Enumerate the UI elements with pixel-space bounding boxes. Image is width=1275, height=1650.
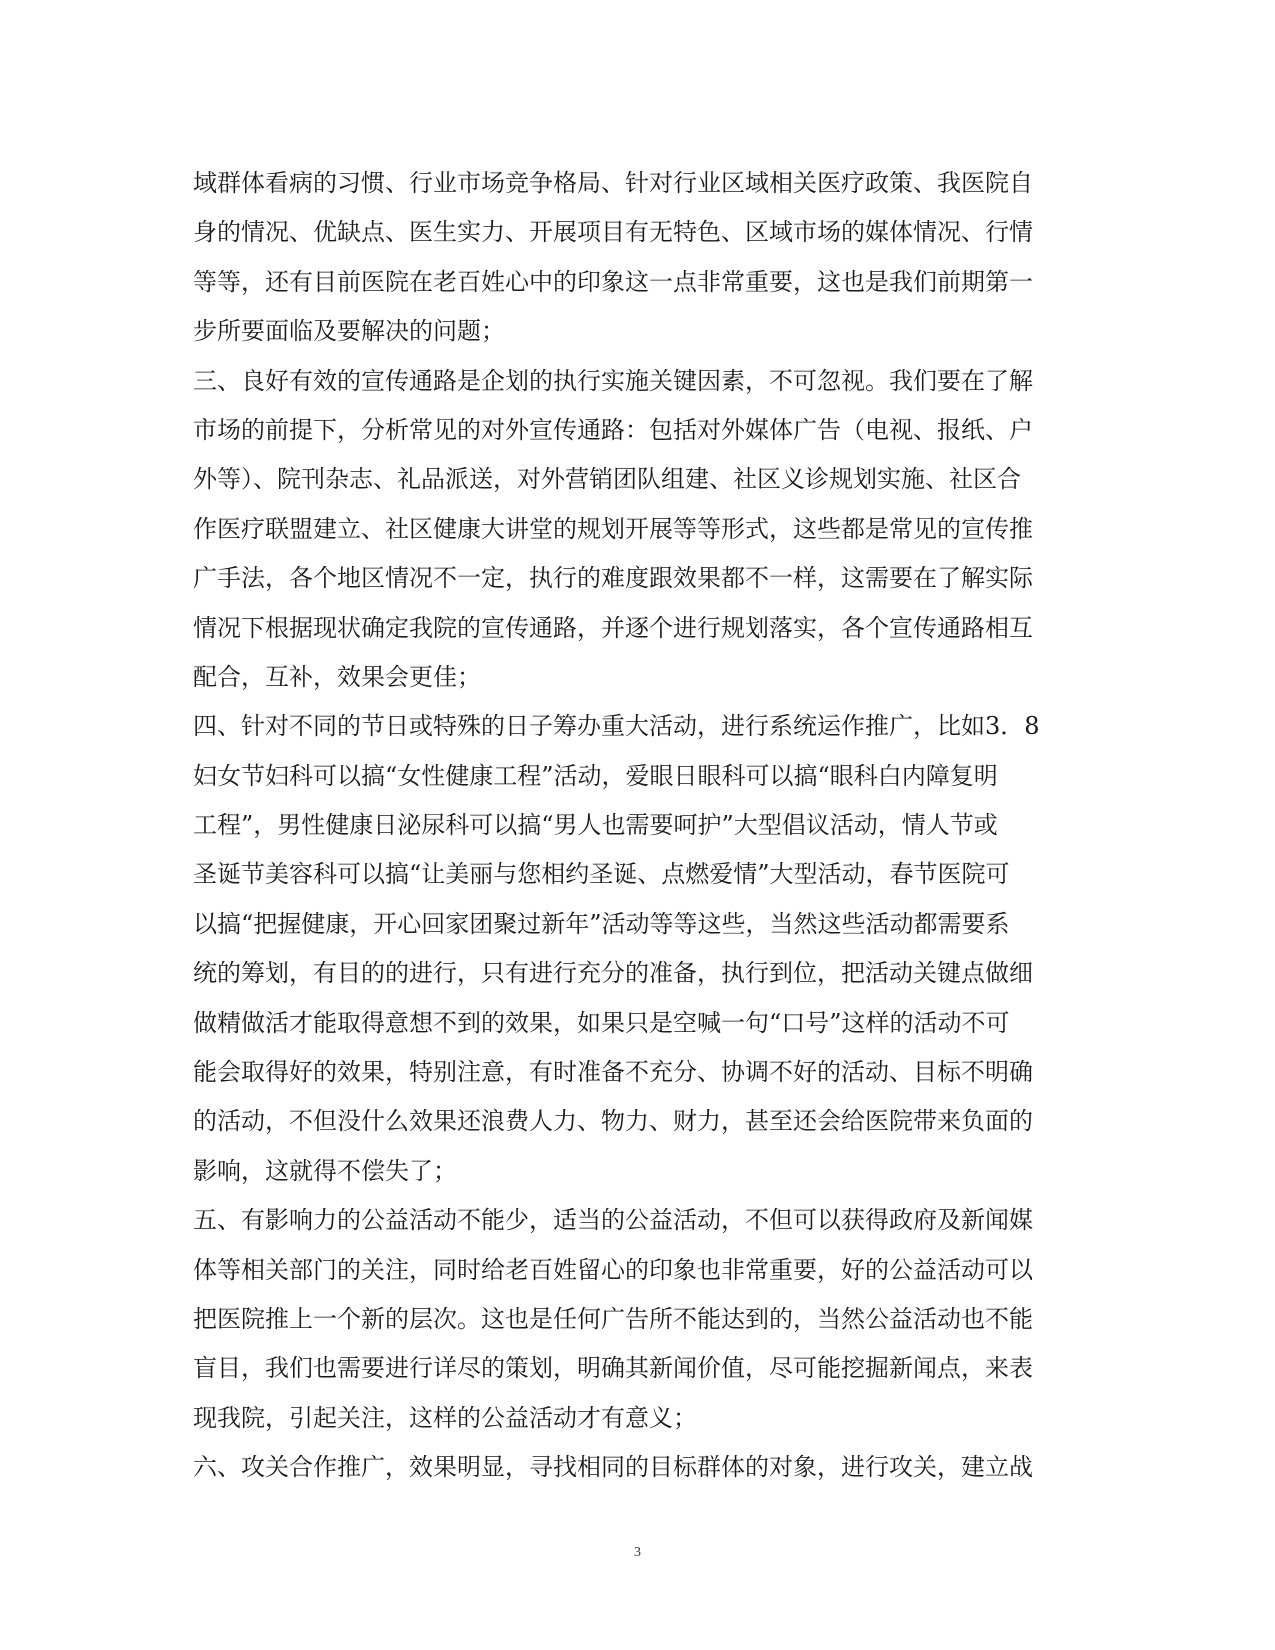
text-line: 市场的前提下，分析常见的对外宣传通路：包括对外媒体广告（电视、报纸、户: [193, 415, 1033, 444]
text-line: 以搞“把握健康，开心回家团聚过新年”活动等等这些，当然这些活动都需要系: [193, 909, 1010, 938]
text-line: 盲目，我们也需要进行详尽的策划，明确其新闻价值，尽可能挖掘新闻点，来表: [193, 1354, 1033, 1383]
text-line: 外等）、院刊杂志、礼品派送，对外营销团队组建、社区义诊规划实施、社区合: [193, 465, 1021, 494]
text-line: 妇女节妇科可以搞“女性健康工程”活动，爱眼日眼科可以搞“眼科白内障复明: [193, 761, 998, 790]
body-text: [193, 159, 1073, 1493]
text-line: 体等相关部门的关注，同时给老百姓留心的印象也非常重要，好的公益活动可以: [193, 1255, 1033, 1284]
text-line: 影响，这就得不偿失了；: [193, 1156, 457, 1185]
text-line: 五、有影响力的公益活动不能少，适当的公益活动，不但可以获得政府及新闻媒: [193, 1206, 1033, 1235]
text-line: 的活动，不但没什么效果还浪费人力、物力、财力，甚至还会给医院带来负面的: [193, 1107, 1033, 1136]
text-line: 广手法，各个地区情况不一定，执行的难度跟效果都不一样，这需要在了解实际: [193, 564, 1033, 593]
text-line: 圣诞节美容科可以搞“让美丽与您相约圣诞、点燃爱情”大型活动，春节医院可: [193, 860, 1010, 889]
text-line: 域群体看病的习惯、行业市场竞争格局、针对行业区域相关医疗政策、我医院自: [193, 169, 1033, 197]
text-line: 作医疗联盟建立、社区健康大讲堂的规划开展等等形式，这些都是常见的宣传推: [193, 514, 1033, 543]
text-line: 能会取得好的效果，特别注意，有时准备不充分、协调不好的活动、目标不明确: [193, 1058, 1033, 1087]
page-number: 3: [634, 1545, 641, 1560]
text-line: 三、良好有效的宣传通路是企划的执行实施关键因素，不可忽视。我们要在了解: [193, 366, 1033, 395]
text-line: 四、针对不同的节日或特殊的日子筹办重大活动，进行系统运作推广，比如3．8: [193, 712, 1040, 741]
text-line: 把医院推上一个新的层次。这也是任何广告所不能达到的，当然公益活动也不能: [193, 1304, 1033, 1333]
text-line: 步所要面临及要解决的问题；: [193, 317, 505, 346]
text-line: 配合，互补，效果会更佳；: [193, 662, 481, 691]
text-line: 情况下根据现状确定我院的宣传通路，并逐个进行规划落实，各个宣传通路相互: [193, 613, 1033, 642]
text-line: 身的情况、优缺点、医生实力、开展项目有无特色、区域市场的媒体情况、行情: [193, 218, 1033, 247]
text-line: 统的筹划，有目的的进行，只有进行充分的准备，执行到位，把活动关键点做细: [193, 959, 1033, 988]
text-line: 等等，还有目前医院在老百姓心中的印象这一点非常重要，这也是我们前期第一: [193, 267, 1033, 296]
text-line: 工程”，男性健康日泌尿科可以搞“男人也需要呵护”大型倡议活动，情人节或: [193, 811, 998, 840]
text-line: 六、攻关合作推广，效果明显，寻找相同的目标群体的对象，进行攻关，建立战: [193, 1453, 1033, 1482]
text-line: 做精做活才能取得意想不到的效果，如果只是空喊一句“口号”这样的活动不可: [193, 1008, 1010, 1037]
text-line: 现我院，引起关注，这样的公益活动才有意义；: [193, 1403, 697, 1432]
